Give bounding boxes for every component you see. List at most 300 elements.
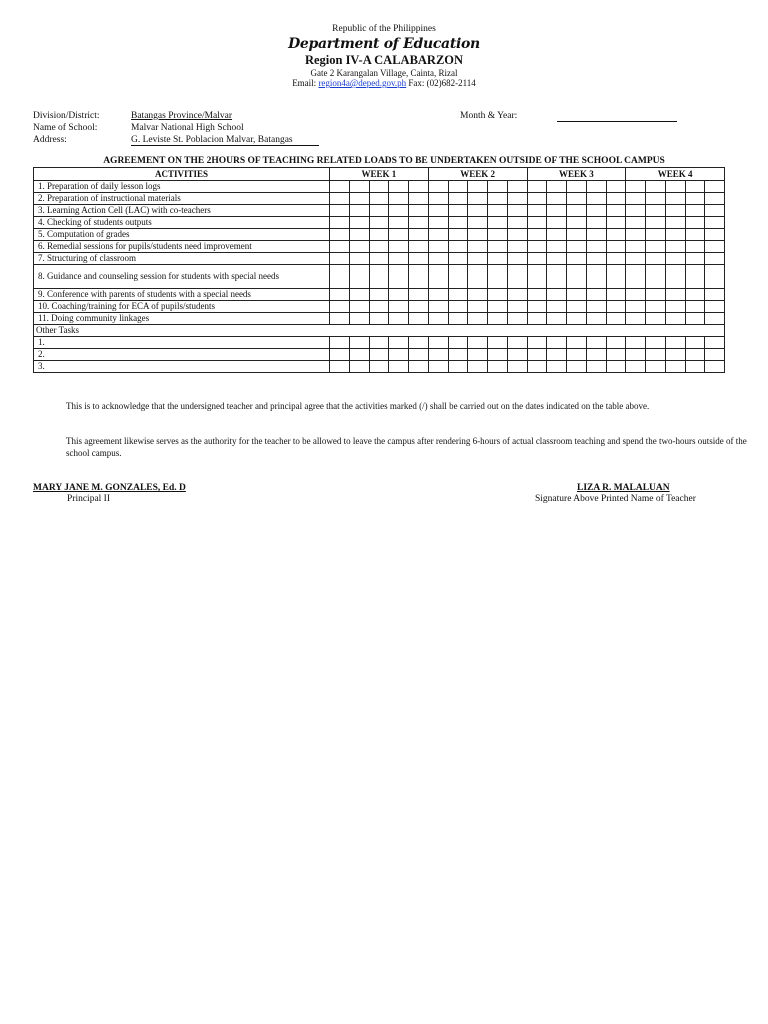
check-cell[interactable] bbox=[448, 205, 468, 217]
check-cell[interactable] bbox=[646, 217, 666, 229]
check-cell[interactable] bbox=[626, 337, 646, 349]
check-cell[interactable] bbox=[586, 265, 606, 289]
check-cell[interactable] bbox=[488, 289, 508, 301]
check-cell[interactable] bbox=[665, 337, 685, 349]
check-cell[interactable] bbox=[349, 193, 369, 205]
check-cell[interactable] bbox=[409, 301, 429, 313]
check-cell[interactable] bbox=[349, 253, 369, 265]
check-cell[interactable] bbox=[349, 289, 369, 301]
check-cell[interactable] bbox=[448, 181, 468, 193]
check-cell[interactable] bbox=[567, 205, 587, 217]
check-cell[interactable] bbox=[547, 205, 567, 217]
check-cell[interactable] bbox=[606, 265, 626, 289]
check-cell[interactable] bbox=[488, 361, 508, 373]
check-cell[interactable] bbox=[448, 361, 468, 373]
check-cell[interactable] bbox=[646, 289, 666, 301]
check-cell[interactable] bbox=[527, 193, 547, 205]
activity-row bbox=[34, 313, 725, 325]
check-cell[interactable] bbox=[389, 217, 409, 229]
check-cell[interactable] bbox=[369, 253, 389, 265]
check-cell[interactable] bbox=[468, 229, 488, 241]
check-cell[interactable] bbox=[586, 253, 606, 265]
check-cell[interactable] bbox=[468, 361, 488, 373]
check-cell[interactable] bbox=[389, 205, 409, 217]
check-cell[interactable] bbox=[685, 265, 705, 289]
check-cell[interactable] bbox=[527, 313, 547, 325]
other-task-label[interactable]: 1. bbox=[34, 337, 330, 349]
check-cell[interactable] bbox=[389, 229, 409, 241]
check-cell[interactable] bbox=[527, 289, 547, 301]
check-cell[interactable] bbox=[488, 253, 508, 265]
check-cell[interactable] bbox=[665, 181, 685, 193]
check-cell[interactable] bbox=[468, 217, 488, 229]
check-cell[interactable] bbox=[567, 229, 587, 241]
check-cell[interactable] bbox=[389, 181, 409, 193]
activities-header: ACTIVITIES bbox=[34, 168, 330, 181]
check-cell[interactable] bbox=[448, 301, 468, 313]
check-cell[interactable] bbox=[448, 337, 468, 349]
check-cell[interactable] bbox=[567, 241, 587, 253]
check-cell[interactable] bbox=[428, 361, 448, 373]
check-cell[interactable] bbox=[646, 361, 666, 373]
check-cell[interactable] bbox=[369, 181, 389, 193]
check-cell[interactable] bbox=[349, 337, 369, 349]
check-cell[interactable] bbox=[626, 313, 646, 325]
week-4-header: WEEK 4 bbox=[626, 168, 725, 181]
activity-row bbox=[34, 265, 725, 289]
check-cell[interactable] bbox=[705, 253, 725, 265]
check-cell[interactable] bbox=[330, 301, 350, 313]
other-task-row bbox=[34, 337, 725, 349]
check-cell[interactable] bbox=[685, 337, 705, 349]
check-cell[interactable] bbox=[488, 337, 508, 349]
check-cell[interactable] bbox=[586, 229, 606, 241]
check-cell[interactable] bbox=[468, 265, 488, 289]
check-cell[interactable] bbox=[330, 181, 350, 193]
check-cell[interactable] bbox=[705, 229, 725, 241]
check-cell[interactable] bbox=[389, 253, 409, 265]
check-cell[interactable] bbox=[428, 229, 448, 241]
check-cell[interactable] bbox=[567, 181, 587, 193]
check-cell[interactable] bbox=[586, 313, 606, 325]
check-cell[interactable] bbox=[665, 289, 685, 301]
check-cell[interactable] bbox=[330, 205, 350, 217]
check-cell[interactable] bbox=[606, 349, 626, 361]
other-task-label[interactable]: 2. bbox=[34, 349, 330, 361]
check-cell[interactable] bbox=[488, 229, 508, 241]
check-cell[interactable] bbox=[646, 349, 666, 361]
check-cell[interactable] bbox=[507, 241, 527, 253]
check-cell[interactable] bbox=[409, 349, 429, 361]
check-cell[interactable] bbox=[488, 301, 508, 313]
check-cell[interactable] bbox=[349, 205, 369, 217]
check-cell[interactable] bbox=[409, 193, 429, 205]
check-cell[interactable] bbox=[646, 337, 666, 349]
activity-row bbox=[34, 301, 725, 313]
check-cell[interactable] bbox=[448, 217, 468, 229]
check-cell[interactable] bbox=[626, 289, 646, 301]
activity-label: 4. Checking of students outputs bbox=[34, 217, 330, 229]
check-cell[interactable] bbox=[547, 361, 567, 373]
check-cell[interactable] bbox=[527, 301, 547, 313]
check-cell[interactable] bbox=[468, 349, 488, 361]
check-cell[interactable] bbox=[646, 205, 666, 217]
check-cell[interactable] bbox=[468, 205, 488, 217]
check-cell[interactable] bbox=[330, 361, 350, 373]
check-cell[interactable] bbox=[527, 241, 547, 253]
check-cell[interactable] bbox=[685, 241, 705, 253]
check-cell[interactable] bbox=[369, 349, 389, 361]
check-cell[interactable] bbox=[606, 193, 626, 205]
check-cell[interactable] bbox=[665, 217, 685, 229]
check-cell[interactable] bbox=[606, 289, 626, 301]
check-cell[interactable] bbox=[448, 253, 468, 265]
check-cell[interactable] bbox=[369, 193, 389, 205]
check-cell[interactable] bbox=[488, 265, 508, 289]
check-cell[interactable] bbox=[567, 193, 587, 205]
check-cell[interactable] bbox=[409, 241, 429, 253]
check-cell[interactable] bbox=[665, 229, 685, 241]
check-cell[interactable] bbox=[349, 241, 369, 253]
check-cell[interactable] bbox=[626, 205, 646, 217]
check-cell[interactable] bbox=[547, 313, 567, 325]
check-cell[interactable] bbox=[705, 301, 725, 313]
check-cell[interactable] bbox=[547, 217, 567, 229]
check-cell[interactable] bbox=[349, 181, 369, 193]
check-cell[interactable] bbox=[527, 253, 547, 265]
check-cell[interactable] bbox=[626, 229, 646, 241]
check-cell[interactable] bbox=[547, 181, 567, 193]
check-cell[interactable] bbox=[685, 217, 705, 229]
check-cell[interactable] bbox=[705, 265, 725, 289]
check-cell[interactable] bbox=[349, 313, 369, 325]
check-cell[interactable] bbox=[567, 301, 587, 313]
check-cell[interactable] bbox=[685, 349, 705, 361]
check-cell[interactable] bbox=[409, 229, 429, 241]
check-cell[interactable] bbox=[448, 349, 468, 361]
check-cell[interactable] bbox=[606, 253, 626, 265]
check-cell[interactable] bbox=[448, 313, 468, 325]
check-cell[interactable] bbox=[389, 193, 409, 205]
check-cell[interactable] bbox=[369, 337, 389, 349]
check-cell[interactable] bbox=[468, 181, 488, 193]
check-cell[interactable] bbox=[606, 217, 626, 229]
check-cell[interactable] bbox=[547, 289, 567, 301]
check-cell[interactable] bbox=[507, 289, 527, 301]
check-cell[interactable] bbox=[527, 349, 547, 361]
check-cell[interactable] bbox=[507, 193, 527, 205]
check-cell[interactable] bbox=[705, 337, 725, 349]
check-cell[interactable] bbox=[409, 265, 429, 289]
check-cell[interactable] bbox=[685, 181, 705, 193]
check-cell[interactable] bbox=[527, 181, 547, 193]
check-cell[interactable] bbox=[330, 229, 350, 241]
check-cell[interactable] bbox=[330, 253, 350, 265]
check-cell[interactable] bbox=[586, 301, 606, 313]
check-cell[interactable] bbox=[665, 253, 685, 265]
check-cell[interactable] bbox=[586, 193, 606, 205]
check-cell[interactable] bbox=[369, 265, 389, 289]
check-cell[interactable] bbox=[389, 241, 409, 253]
check-cell[interactable] bbox=[369, 289, 389, 301]
check-cell[interactable] bbox=[646, 241, 666, 253]
check-cell[interactable] bbox=[507, 361, 527, 373]
check-cell[interactable] bbox=[586, 337, 606, 349]
check-cell[interactable] bbox=[448, 265, 468, 289]
check-cell[interactable] bbox=[349, 265, 369, 289]
check-cell[interactable] bbox=[488, 349, 508, 361]
check-cell[interactable] bbox=[330, 217, 350, 229]
check-cell[interactable] bbox=[488, 181, 508, 193]
activity-label: 3. Learning Action Cell (LAC) with co-teachers bbox=[34, 205, 330, 217]
check-cell[interactable] bbox=[547, 253, 567, 265]
check-cell[interactable] bbox=[428, 253, 448, 265]
check-cell[interactable] bbox=[567, 265, 587, 289]
check-cell[interactable] bbox=[468, 193, 488, 205]
check-cell[interactable] bbox=[389, 361, 409, 373]
check-cell[interactable] bbox=[527, 265, 547, 289]
check-cell[interactable] bbox=[685, 229, 705, 241]
check-cell[interactable] bbox=[527, 205, 547, 217]
check-cell[interactable] bbox=[409, 337, 429, 349]
check-cell[interactable] bbox=[468, 253, 488, 265]
check-cell[interactable] bbox=[330, 313, 350, 325]
check-cell[interactable] bbox=[330, 265, 350, 289]
check-cell[interactable] bbox=[586, 349, 606, 361]
check-cell[interactable] bbox=[349, 301, 369, 313]
check-cell[interactable] bbox=[349, 229, 369, 241]
check-cell[interactable] bbox=[428, 337, 448, 349]
check-cell[interactable] bbox=[448, 241, 468, 253]
check-cell[interactable] bbox=[369, 313, 389, 325]
check-cell[interactable] bbox=[468, 301, 488, 313]
check-cell[interactable] bbox=[646, 313, 666, 325]
check-cell[interactable] bbox=[468, 289, 488, 301]
check-cell[interactable] bbox=[389, 301, 409, 313]
check-cell[interactable] bbox=[646, 229, 666, 241]
check-cell[interactable] bbox=[705, 349, 725, 361]
check-cell[interactable] bbox=[626, 241, 646, 253]
check-cell[interactable] bbox=[389, 313, 409, 325]
check-cell[interactable] bbox=[409, 253, 429, 265]
check-cell[interactable] bbox=[586, 217, 606, 229]
check-cell[interactable] bbox=[705, 361, 725, 373]
check-cell[interactable] bbox=[507, 217, 527, 229]
activity-row bbox=[34, 253, 725, 265]
check-cell[interactable] bbox=[330, 289, 350, 301]
check-cell[interactable] bbox=[547, 193, 567, 205]
check-cell[interactable] bbox=[409, 217, 429, 229]
check-cell[interactable] bbox=[448, 193, 468, 205]
check-cell[interactable] bbox=[428, 289, 448, 301]
check-cell[interactable] bbox=[567, 361, 587, 373]
check-cell[interactable] bbox=[665, 241, 685, 253]
check-cell[interactable] bbox=[626, 349, 646, 361]
check-cell[interactable] bbox=[705, 241, 725, 253]
check-cell[interactable] bbox=[646, 265, 666, 289]
check-cell[interactable] bbox=[705, 313, 725, 325]
check-cell[interactable] bbox=[507, 229, 527, 241]
check-cell[interactable] bbox=[349, 217, 369, 229]
check-cell[interactable] bbox=[586, 361, 606, 373]
check-cell[interactable] bbox=[349, 349, 369, 361]
check-cell[interactable] bbox=[349, 361, 369, 373]
check-cell[interactable] bbox=[428, 241, 448, 253]
check-cell[interactable] bbox=[665, 349, 685, 361]
check-cell[interactable] bbox=[606, 337, 626, 349]
authority-paragraph: This agreement likewise serves as the authority for the teacher to be allowed to leave the campus after rendering 6-hours of actual classroom teaching and spend the two-hours outside of the school campus. bbox=[66, 436, 747, 458]
check-cell[interactable] bbox=[567, 313, 587, 325]
check-cell[interactable] bbox=[606, 229, 626, 241]
check-cell[interactable] bbox=[507, 301, 527, 313]
check-cell[interactable] bbox=[409, 289, 429, 301]
check-cell[interactable] bbox=[547, 337, 567, 349]
check-cell[interactable] bbox=[428, 193, 448, 205]
check-cell[interactable] bbox=[369, 301, 389, 313]
other-task-label[interactable]: 3. bbox=[34, 361, 330, 373]
check-cell[interactable] bbox=[606, 361, 626, 373]
check-cell[interactable] bbox=[665, 265, 685, 289]
division-value: Batangas Province/Malvar bbox=[131, 111, 233, 121]
check-cell[interactable] bbox=[428, 217, 448, 229]
check-cell[interactable] bbox=[428, 205, 448, 217]
check-cell[interactable] bbox=[330, 349, 350, 361]
check-cell[interactable] bbox=[705, 193, 725, 205]
check-cell[interactable] bbox=[665, 193, 685, 205]
check-cell[interactable] bbox=[665, 205, 685, 217]
check-cell[interactable] bbox=[527, 217, 547, 229]
check-cell[interactable] bbox=[547, 265, 567, 289]
check-cell[interactable] bbox=[626, 193, 646, 205]
check-cell[interactable] bbox=[389, 289, 409, 301]
check-cell[interactable] bbox=[665, 313, 685, 325]
check-cell[interactable] bbox=[488, 193, 508, 205]
check-cell[interactable] bbox=[409, 181, 429, 193]
check-cell[interactable] bbox=[586, 289, 606, 301]
check-cell[interactable] bbox=[448, 229, 468, 241]
check-cell[interactable] bbox=[448, 289, 468, 301]
check-cell[interactable] bbox=[685, 313, 705, 325]
check-cell[interactable] bbox=[330, 337, 350, 349]
month-year-field[interactable] bbox=[557, 121, 677, 122]
check-cell[interactable] bbox=[389, 265, 409, 289]
check-cell[interactable] bbox=[626, 181, 646, 193]
check-cell[interactable] bbox=[646, 301, 666, 313]
check-cell[interactable] bbox=[547, 241, 567, 253]
check-cell[interactable] bbox=[507, 181, 527, 193]
check-cell[interactable] bbox=[468, 241, 488, 253]
check-cell[interactable] bbox=[428, 301, 448, 313]
check-cell[interactable] bbox=[527, 337, 547, 349]
check-cell[interactable] bbox=[369, 229, 389, 241]
check-cell[interactable] bbox=[507, 337, 527, 349]
contact-line bbox=[0, 78, 768, 88]
check-cell[interactable] bbox=[409, 313, 429, 325]
check-cell[interactable] bbox=[606, 313, 626, 325]
check-cell[interactable] bbox=[586, 205, 606, 217]
check-cell[interactable] bbox=[488, 205, 508, 217]
check-cell[interactable] bbox=[586, 241, 606, 253]
check-cell[interactable] bbox=[606, 241, 626, 253]
teacher-signature-caption: Signature Above Printed Name of Teacher bbox=[535, 494, 696, 504]
check-cell[interactable] bbox=[409, 205, 429, 217]
check-cell[interactable] bbox=[685, 289, 705, 301]
check-cell[interactable] bbox=[369, 241, 389, 253]
check-cell[interactable] bbox=[428, 313, 448, 325]
check-cell[interactable] bbox=[507, 253, 527, 265]
check-cell[interactable] bbox=[586, 181, 606, 193]
check-cell[interactable] bbox=[626, 265, 646, 289]
check-cell[interactable] bbox=[389, 337, 409, 349]
check-cell[interactable] bbox=[646, 253, 666, 265]
check-cell[interactable] bbox=[567, 337, 587, 349]
check-cell[interactable] bbox=[547, 229, 567, 241]
check-cell[interactable] bbox=[705, 181, 725, 193]
check-cell[interactable] bbox=[705, 217, 725, 229]
check-cell[interactable] bbox=[646, 193, 666, 205]
check-cell[interactable] bbox=[646, 181, 666, 193]
check-cell[interactable] bbox=[626, 361, 646, 373]
check-cell[interactable] bbox=[606, 301, 626, 313]
check-cell[interactable] bbox=[705, 205, 725, 217]
check-cell[interactable] bbox=[665, 361, 685, 373]
check-cell[interactable] bbox=[705, 289, 725, 301]
check-cell[interactable] bbox=[567, 253, 587, 265]
check-cell[interactable] bbox=[685, 193, 705, 205]
check-cell[interactable] bbox=[428, 349, 448, 361]
check-cell[interactable] bbox=[330, 241, 350, 253]
check-cell[interactable] bbox=[330, 193, 350, 205]
check-cell[interactable] bbox=[488, 217, 508, 229]
other-task-row bbox=[34, 361, 725, 373]
check-cell[interactable] bbox=[468, 313, 488, 325]
check-cell[interactable] bbox=[389, 349, 409, 361]
check-cell[interactable] bbox=[507, 313, 527, 325]
check-cell[interactable] bbox=[527, 361, 547, 373]
check-cell[interactable] bbox=[369, 361, 389, 373]
check-cell[interactable] bbox=[409, 361, 429, 373]
check-cell[interactable] bbox=[547, 349, 567, 361]
activity-label: 9. Conference with parents of students with a special needs bbox=[34, 289, 330, 301]
check-cell[interactable] bbox=[428, 181, 448, 193]
check-cell[interactable] bbox=[567, 217, 587, 229]
check-cell[interactable] bbox=[606, 181, 626, 193]
check-cell[interactable] bbox=[468, 337, 488, 349]
check-cell[interactable] bbox=[665, 301, 685, 313]
check-cell[interactable] bbox=[626, 301, 646, 313]
check-cell[interactable] bbox=[626, 253, 646, 265]
check-cell[interactable] bbox=[527, 229, 547, 241]
check-cell[interactable] bbox=[369, 217, 389, 229]
check-cell[interactable] bbox=[428, 265, 448, 289]
check-cell[interactable] bbox=[488, 241, 508, 253]
check-cell[interactable] bbox=[685, 301, 705, 313]
check-cell[interactable] bbox=[567, 349, 587, 361]
check-cell[interactable] bbox=[626, 217, 646, 229]
email-link[interactable]: region4a@deped.gov.ph bbox=[318, 78, 407, 88]
check-cell[interactable] bbox=[547, 301, 567, 313]
check-cell[interactable] bbox=[507, 349, 527, 361]
check-cell[interactable] bbox=[606, 205, 626, 217]
check-cell[interactable] bbox=[567, 289, 587, 301]
check-cell[interactable] bbox=[685, 205, 705, 217]
check-cell[interactable] bbox=[507, 205, 527, 217]
check-cell[interactable] bbox=[685, 253, 705, 265]
check-cell[interactable] bbox=[369, 205, 389, 217]
check-cell[interactable] bbox=[685, 361, 705, 373]
check-cell[interactable] bbox=[488, 313, 508, 325]
check-cell[interactable] bbox=[507, 265, 527, 289]
